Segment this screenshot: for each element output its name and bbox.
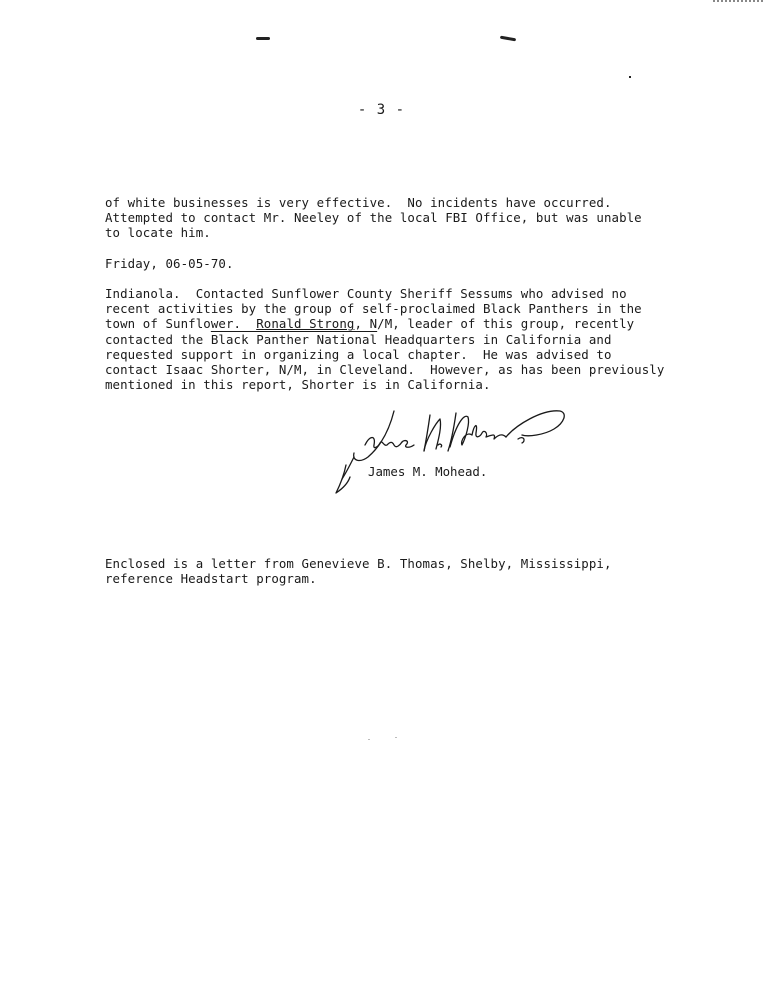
paragraph-indianola <box>105 286 685 392</box>
text-line: reference Headstart program. <box>105 571 317 587</box>
text-segment: Headquarters in California and <box>377 331 612 347</box>
handwritten-signature <box>332 405 582 500</box>
scan-dot <box>629 76 631 78</box>
underlined-name: Ronald Strong <box>256 316 355 332</box>
typed-signature-name: James M. Mohead. <box>368 464 488 479</box>
text-line: mentioned in this report, Shorter is in California. <box>105 377 491 393</box>
date-line: Friday, 06-05-70. <box>105 256 234 271</box>
page-number: - 3 - <box>357 102 406 118</box>
paragraph-continuation <box>105 195 685 241</box>
text-line: of white businesses is very effective. No incidents have occurred. <box>105 195 612 210</box>
text-segment: , N/M, leader of this group, recently <box>354 316 635 332</box>
text-line: Enclosed is a letter from Genevieve B. Thomas, Shelby, Mississippi, <box>105 556 612 571</box>
scan-mark-right <box>500 36 516 42</box>
scan-dot <box>395 737 397 738</box>
text-line <box>105 332 685 347</box>
text-line: Indianola. Contacted Sunflower County Sheriff Sessums who advised no <box>105 286 627 301</box>
text-line: contact Isaac Shorter, N/M, in Cleveland. However, as has been previously <box>105 362 665 378</box>
text-line: requested support in organizing a local chapter. He was advised to <box>105 346 612 362</box>
text-line: to locate him. <box>105 225 211 241</box>
text-segment: contacted the <box>105 331 211 347</box>
text-line: Attempted to contact Mr. Neeley of the local FBI Office, but was unable <box>105 210 642 226</box>
text-line <box>105 316 685 331</box>
enclosure-paragraph <box>105 556 685 586</box>
scan-dot <box>368 739 370 740</box>
text-line: recent activities by the group of self-proclaimed Black Panthers in the <box>105 301 642 317</box>
corner-dots <box>713 0 763 5</box>
overlined-text: Black Panther National <box>210 331 378 347</box>
scan-mark-left <box>256 37 270 40</box>
text-segment: town of Sunflower. <box>105 316 257 332</box>
